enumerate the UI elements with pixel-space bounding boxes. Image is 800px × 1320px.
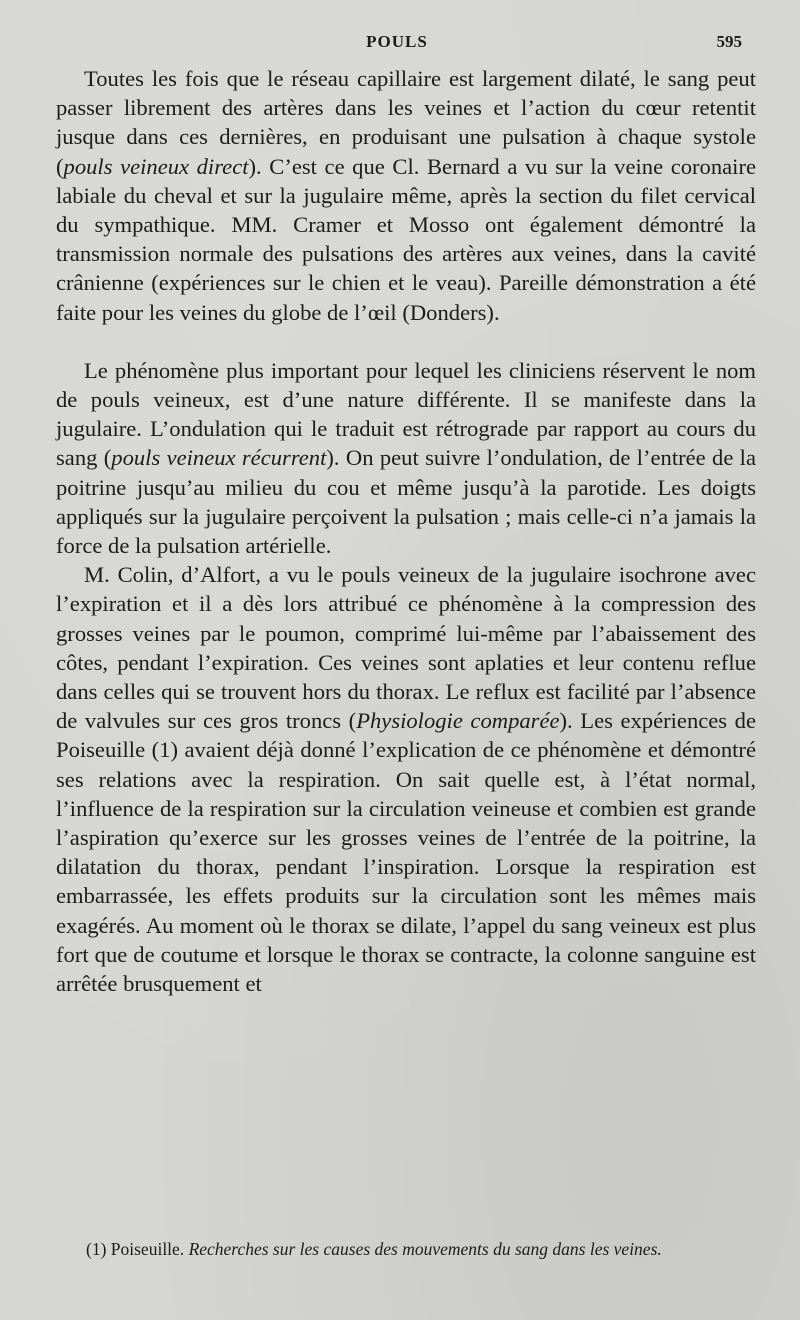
footnote [56,1236,768,1262]
text-run: ). Les expériences de Poiseuille (1) avaient déjà donné l’explication de ce phénomène et démontré ses relations avec la respiration. On sait quelle est, à l’état normal, l’influence de la respiration sur la circulation veineuse et combien est grande l’aspiration qu’exerce sur les grosses veines de l’entrée de la poitrine, la dilatation du thorax, pendant l’inspiration. Lorsque la respiration est embarrassée, les effets produits sur la circulation sont les mêmes mais exagérés. Au moment où le thorax se dilate, l’appel du sang veineux est plus fort que de coutume et lorsque le thorax se contracte, la colonne sanguine est arrêtée brusquement et [56,708,757,997]
text-run: ). On peut suivre l’ondulation, de l’entrée de la poitrine jusqu’au milieu du cou et même jusqu’à la parotide. Les doigts appliqués sur la jugulaire perçoivent la pulsation ; mais celle-ci n’a jamais la force de la pulsation artérielle. [56,445,756,559]
paragraph-2 [56,356,756,560]
italic-term: pouls veineux récurrent [111,445,327,471]
running-title: POULS [366,32,428,51]
italic-term: pouls veineux direct [63,153,249,179]
text-run: ). C’est ce que Cl. Bernard a vu sur la veine coronaire labiale du cheval et sur la jugulaire même, après la section du filet cervical du sympathique. MM. Cramer et Mosso ont également démontré la transmission normale des pulsations des artères aux veines, dans la cavité crânienne (expériences sur le chien et le veau). Pareille démonstration a été faite pour les veines du globe de l’œil (Donders). [56,153,756,325]
paragraph-3 [56,560,756,998]
text-run: Toutes les fois que le réseau capillaire est largement dilaté, le sang peut passer librement des artères dans les veines et l’action du cœur retentit jusque dans ces dernières, en produisant une pulsation à chaque systole ( [56,66,756,179]
paragraph-1 [56,64,756,327]
body-text [56,64,756,998]
italic-term: Physiologie comparée [356,708,560,734]
running-head [52,32,742,58]
text-run: M. Colin, d’Alfort, a vu le pouls veineux de la jugulaire isochrone avec l’expiration et il a dès lors attribué ce phénomène à la compression des grosses veines par le poumon, comprimé lui-même par l’abaissement des côtes, pendant l’expiration. Ces veines sont aplaties et leur contenu reflue dans celles qui se trouvent hors du thorax. Le reflux est facilité par l’absence de valvules sur ces gros troncs ( [56,562,756,734]
page-number: 595 [716,32,742,51]
footnote-marker: (1) Poiseuille. [86,1239,185,1259]
text-run: Le phénomène plus important pour lequel les cliniciens réservent le nom de pouls veineux, est d’une nature différente. Il se manifeste dans la jugulaire. L’ondulation qui le traduit est rétrograde par rapport au cours du sang ( [56,357,756,471]
footnote-title: Recherches sur les causes des mouvements du sang dans les veines. [188,1239,662,1259]
